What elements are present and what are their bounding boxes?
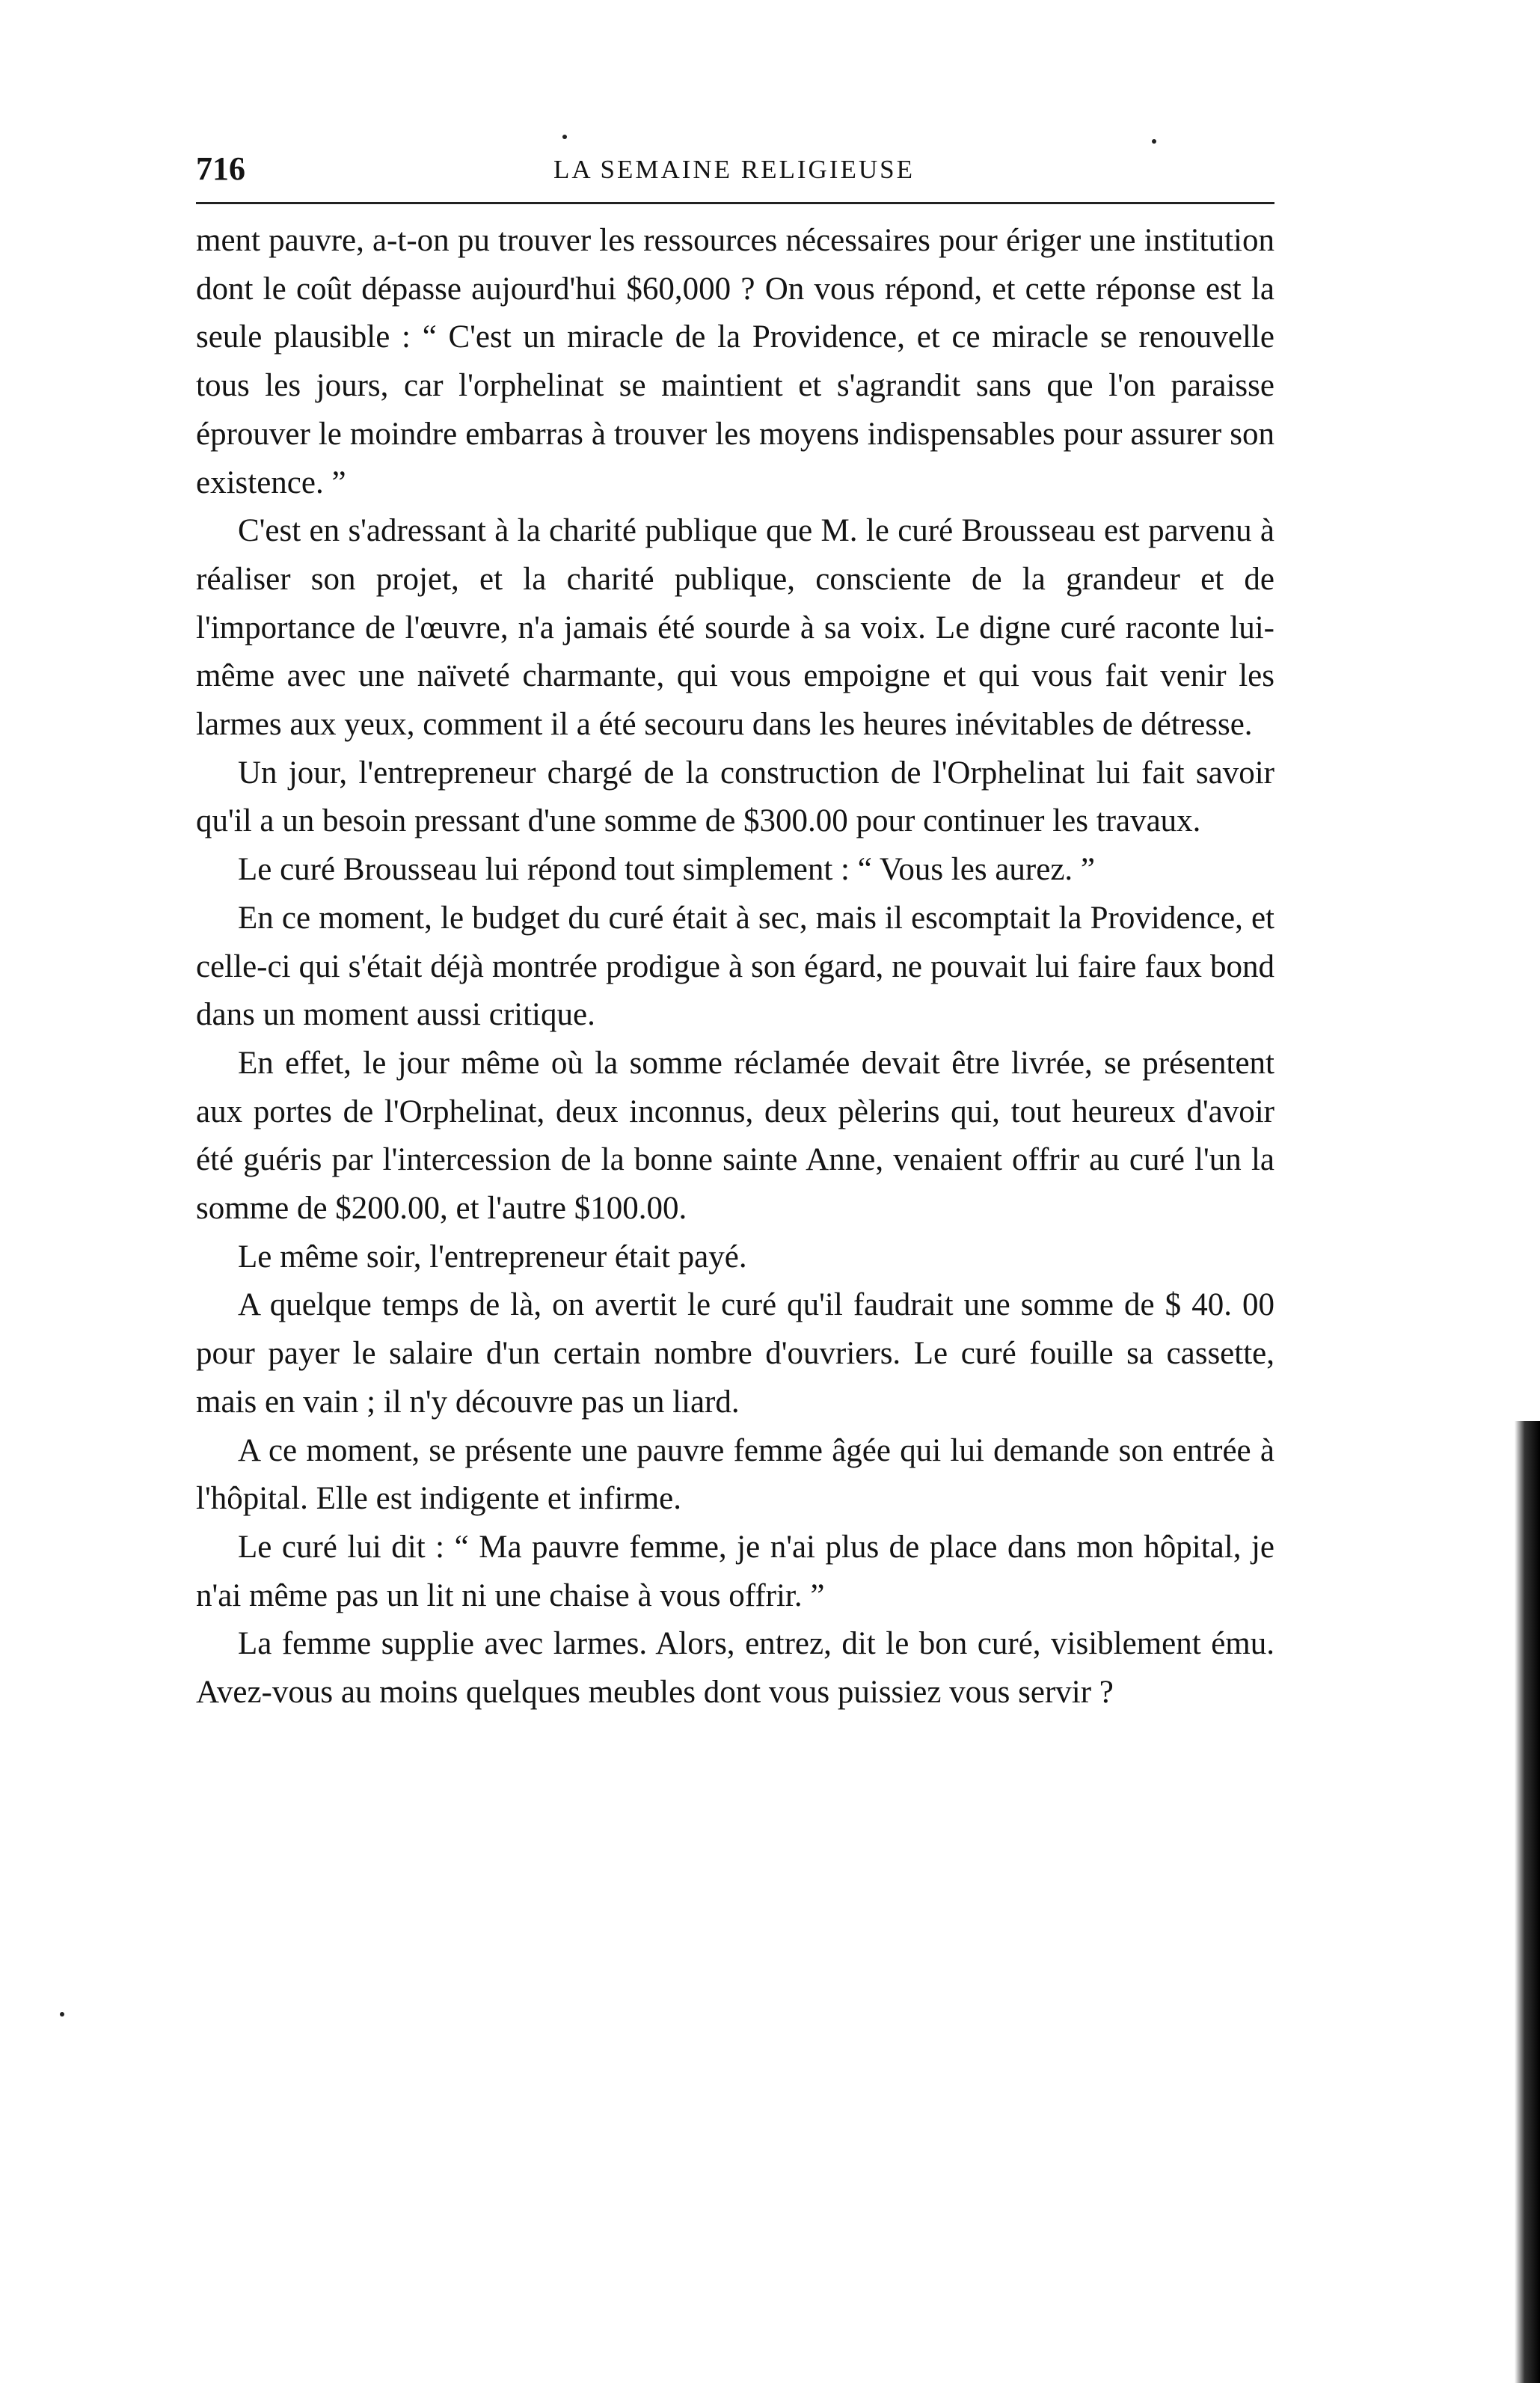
paragraph: En ce moment, le budget du curé était à sec, mais il escomptait la Providence, et celle-ci qui s'était déjà montrée prodigue à son égard, ne pouvait lui faire faux bond dans un moment aussi critique. <box>196 900 1274 1033</box>
paragraph: Le curé Brousseau lui répond tout simplement : “ Vous les aurez. ” <box>238 852 1095 888</box>
page-number: 716 <box>196 150 245 187</box>
page-header <box>196 147 1274 199</box>
scan-speck <box>60 2012 64 2016</box>
paragraph: La femme supplie avec larmes. Alors, entrez, dit le bon curé, visiblement ému. Avez-vous au moins quelques meubles dont vous puissiez vous servir ? <box>196 1626 1274 1711</box>
paragraph: A quelque temps de là, on avertit le curé qu'il faudrait une somme de $ 40. 00 pour payer le salaire d'un certain nombre d'ouvriers. Le curé fouille sa cassette, mais en vain ; il n'y découvre pas un liard. <box>196 1287 1274 1420</box>
paragraph: ment pauvre, a-t-on pu trouver les ressources nécessaires pour ériger une institution dont le coût dépasse aujourd'hui $60,000 ? On vous répond, et cette réponse est la seule plausible : “ C'est un miracle de la Providence, et ce miracle se renouvelle tous les jours, car l'orphelinat se maintient et s'agrandit sans que l'on paraisse éprouver le moindre embarras à trouver les moyens indispensables pour assurer son existence. ” <box>196 223 1274 500</box>
scan-speck <box>1152 139 1156 144</box>
paragraph: A ce moment, se présente une pauvre femme âgée qui lui demande son entrée à l'hôpital. Elle est indigente et infirme. <box>196 1432 1274 1517</box>
paragraph: Un jour, l'entrepreneur chargé de la construction de l'Orphelinat lui fait savoir qu'il a un besoin pressant d'une somme de $300.00 pour continuer les travaux. <box>196 755 1274 839</box>
paragraph: C'est en s'adressant à la charité publique que M. le curé Brousseau est parvenu à réaliser son projet, et la charité publique, consciente de la grandeur et de l'importance de l'œuvre, n'a jamais été sourde à sa voix. Le digne curé raconte lui-même avec une naïveté charmante, qui vous empoigne et qui vous fait venir les larmes aux yeux, comment il a été secouru dans les heures inévitables de détresse. <box>196 513 1274 743</box>
scan-binding-edge <box>1515 1421 1540 2383</box>
paragraph: Le même soir, l'entrepreneur était payé. <box>238 1239 747 1275</box>
scan-speck <box>562 135 567 139</box>
paragraph: En effet, le jour même où la somme réclamée devait être livrée, se présentent aux portes de l'Orphelinat, deux inconnus, deux pèlerins qui, tout heureux d'avoir été guéris par l'intercession de la bonne sainte Anne, venaient offrir au curé l'un la somme de $200.00, et l'autre $100.00. <box>196 1045 1274 1227</box>
paragraph: Le curé lui dit : “ Ma pauvre femme, je n'ai plus de place dans mon hôpital, je n'ai même pas un lit ni une chaise à vous offrir. ” <box>196 1529 1274 1613</box>
header-rule <box>196 202 1274 204</box>
running-title: LA SEMAINE RELIGIEUSE <box>553 155 915 184</box>
body-text <box>196 217 1274 1717</box>
